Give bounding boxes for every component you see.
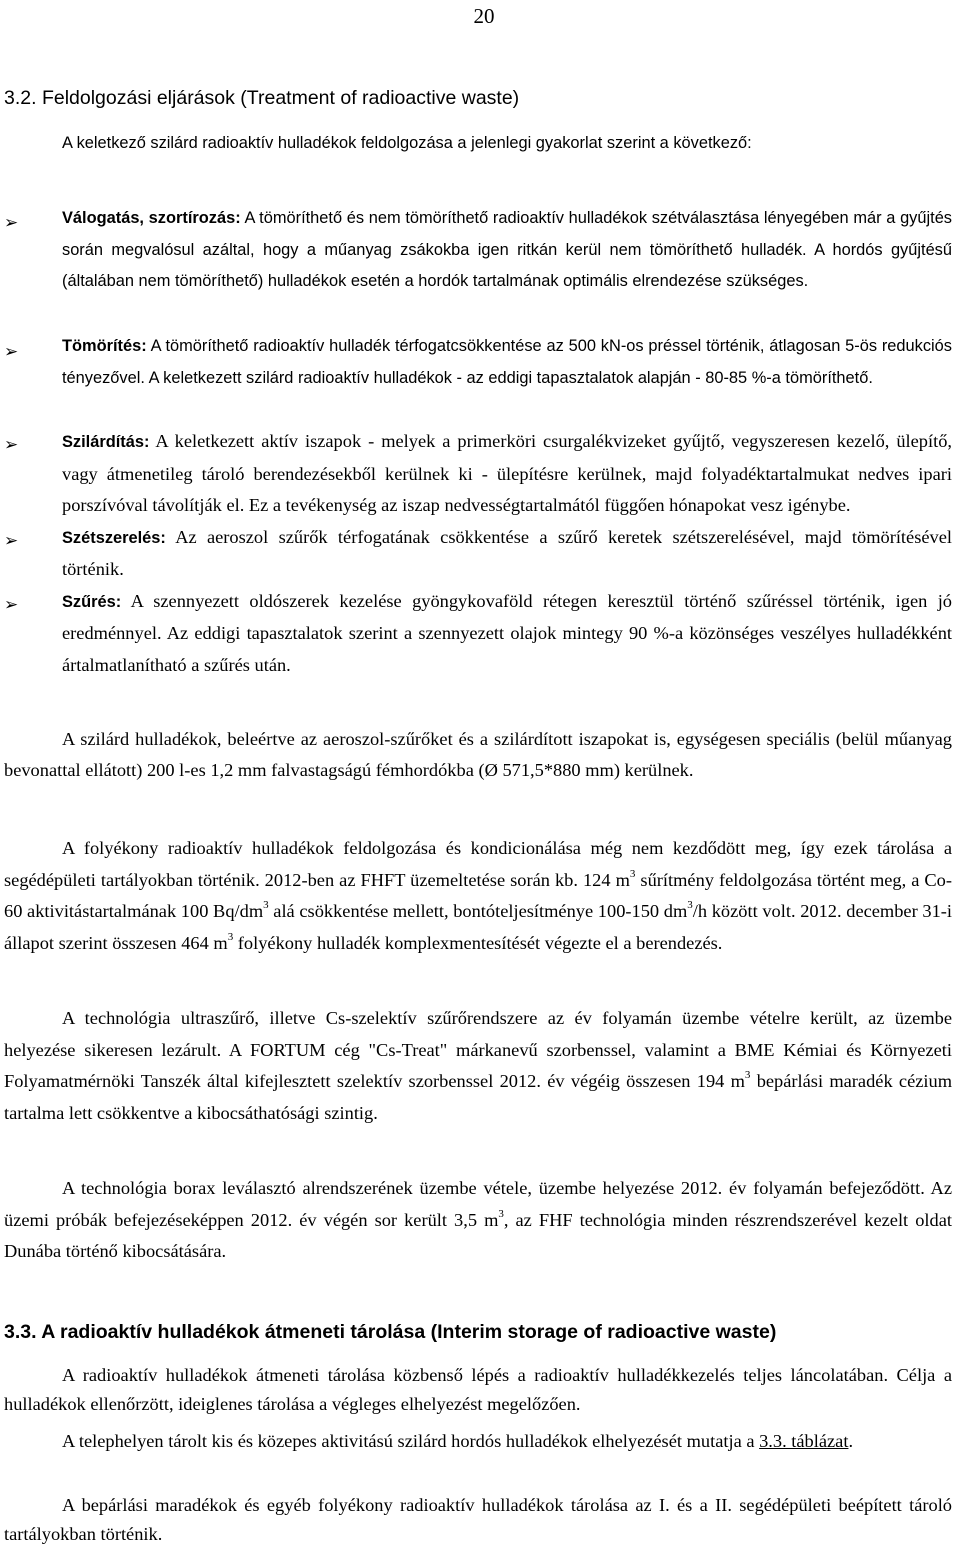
bullet-list-compaction (4, 331, 952, 394)
text-span: . (848, 1431, 854, 1451)
superscript: 3 (687, 899, 693, 911)
bullet-label: Tömörítés: (62, 337, 147, 355)
bullet-label: Válogatás, szortírozás: (62, 209, 241, 227)
bullet-item-compaction (4, 331, 952, 394)
paragraph-drum-storage (4, 1427, 952, 1456)
paragraph-liquid-waste (4, 833, 952, 959)
text-span: bepárlási maradék cézium tartalma lett csökkentve a kibocsáthatósági szintig. (4, 1071, 953, 1123)
paragraph-liquid-storage-tanks: A bepárlási maradékok és egyéb folyékony radioaktív hulladékok tárolása az I. és a II. segédépületi beépített tároló tartályokban történik. (4, 1495, 952, 1544)
arrow-bullet-icon: ➢ (4, 530, 19, 551)
intro-paragraph: A keletkező szilárd radioaktív hulladékok feldolgozása a jelenlegi gyakorlat szerint a következő: (62, 134, 752, 152)
bullet-item-filtration (4, 586, 952, 682)
bullet-text: Az aeroszol szűrők térfogatának csökkentése a szűrő keretek szétszerelésével, majd tömörítésével történik. (62, 526, 952, 579)
paragraph-interim-storage: A radioaktív hulladékok átmeneti tárolása közbenső lépés a radioaktív hulladékkezelés teljes láncolatában. Célja a hulladékok ellenőrzött, ideiglenes tárolása a végleges elhelyezést megelőzően. (4, 1365, 952, 1414)
bullet-list-sorting (4, 203, 952, 298)
bullet-text: A szennyezett oldószerek kezelése gyöngykovaföld rétegen keresztül történő szűréssel történik, igen jó eredménnyel. Az eddigi tapasztalatok szerint a szennyezett olajok mintegy 90 %-a közönséges veszélyes hulladékként ártalmatlanítható a szűrés után. (62, 590, 952, 675)
text-span: , az FHF technológia minden részrendszerével kezelt oldat Dunába történő kibocsátására. (4, 1209, 952, 1261)
bullet-text: A keletkezett aktív iszapok - melyek a primerköri csurgalékvizeket gyűjtő, vegyszeresen kezelő, ülepítő, vagy átmenetileg tároló berendezésekből kerülnek ki - ülepítésre kerülnek, majd folyadéktartalmukat nedves ipari porszívóval távolítják el. Ez a tevékenység az iszap nedvességtartalmától függően hónapokat vesz igénybe. (62, 431, 952, 515)
bullet-text: A tömöríthető radioaktív hulladék térfogatcsökkentése az 500 kN-os préssel történik, átlagosan 5-ös redukciós tényezővel. A keletkezett szilárd radioaktív hulladékok - az eddigi tapasztalatok alapján - 80-85 %-a tömöríthető. (62, 337, 952, 387)
bullet-list-serif (4, 426, 952, 681)
bullet-label: Szűrés: (62, 592, 122, 611)
text-span: alá csökkentése mellett, bontóteljesítménye 100-150 dm (268, 901, 688, 921)
section-heading-3-2: 3.2. Feldolgozási eljárások (Treatment of radioactive waste) (4, 87, 520, 109)
bullet-item-solidification (4, 426, 952, 522)
arrow-bullet-icon: ➢ (4, 213, 19, 233)
table-reference-link[interactable]: 3.3. táblázat (759, 1431, 849, 1451)
bullet-item-sorting (4, 203, 952, 298)
text-span: A technológia borax leválasztó alrendszerének üzembe vétele, üzembe helyezése 2012. év folyamán befejeződött. Az üzemi próbák befejezéseképpen 2012. év végén sor került 3,5 m (4, 1178, 952, 1230)
superscript: 3 (263, 899, 269, 911)
bullet-label: Szétszerelés: (62, 528, 166, 547)
text-span: A folyékony radioaktív hulladékok feldolgozása és kondicionálása még nem kezdődött meg, így ezek tárolása a segédépületi tartályokban történik. 2012-ben az FHFT üzemeltetése során kb. 124 m (4, 838, 952, 890)
superscript: 3 (629, 867, 636, 880)
page-number: 20 (473, 4, 495, 28)
text-span: A technológia ultraszűrő, illetve Cs-szelektív szűrőrendszere az év folyamán üzembe vételre került, az üzembe helyezése sikeresen lezárult. A FORTUM cég "Cs-Treat" márkanevű szorbenssel, valamint a BME Kémiai és Környezeti Folyamatmérnöki Tanszék által kifejlesztett szelektív szorbenssel 2012. év végéig összesen 194 m (4, 1008, 952, 1091)
superscript: 3 (744, 1069, 751, 1081)
text-span: sűrítmény feldolgozása történt meg, a Co-60 aktivitástartalmának 100 Bq/dm (4, 869, 952, 921)
bullet-text: A tömöríthető és nem tömöríthető radioaktív hulladékok szétválasztása lényegében már a gyűjtés során megvalósul azáltal, hogy a műanyag zsákokba igen ritkán kerül nem tömöríthető hulladék. A hordós gyűjtésű (általában nem tömöríthető) hulladékok esetén a hordók tartalmának optimális elrendezése szükséges. (62, 209, 953, 290)
paragraph-borax-separation (4, 1173, 952, 1268)
arrow-bullet-icon: ➢ (4, 435, 19, 455)
paragraph-solid-waste-drums: A szilárd hulladékok, beleértve az aeroszol-szűrőket és a szilárdított iszapokat is, egységesen speciális (belül műanyag bevonattal ellátott) 200 l-es 1,2 mm falvastagságú fémhordókba (Ø 571,5*880 mm) kerülnek. (4, 729, 952, 780)
superscript: 3 (498, 1207, 504, 1220)
bullet-item-disassembly (4, 522, 952, 586)
bullet-label: Szilárdítás: (62, 433, 150, 451)
superscript: 3 (227, 930, 234, 943)
text-span: A telephelyen tárolt kis és közepes aktivitású szilárd hordós hulladékok elhelyezését mutatja a (62, 1431, 760, 1451)
text-span: /h között volt. 2012. december 31-i állapot szerint összesen 464 m (4, 901, 952, 953)
text-span: folyékony hulladék komplexmentesítését végezte el a berendezés. (233, 932, 723, 953)
arrow-bullet-icon: ➢ (4, 594, 19, 615)
paragraph-ultrafiltration (4, 1003, 952, 1129)
section-heading-3-3: 3.3. A radioaktív hulladékok átmeneti tárolása (Interim storage of radioactive waste) (4, 1321, 777, 1343)
arrow-bullet-icon: ➢ (4, 342, 19, 362)
